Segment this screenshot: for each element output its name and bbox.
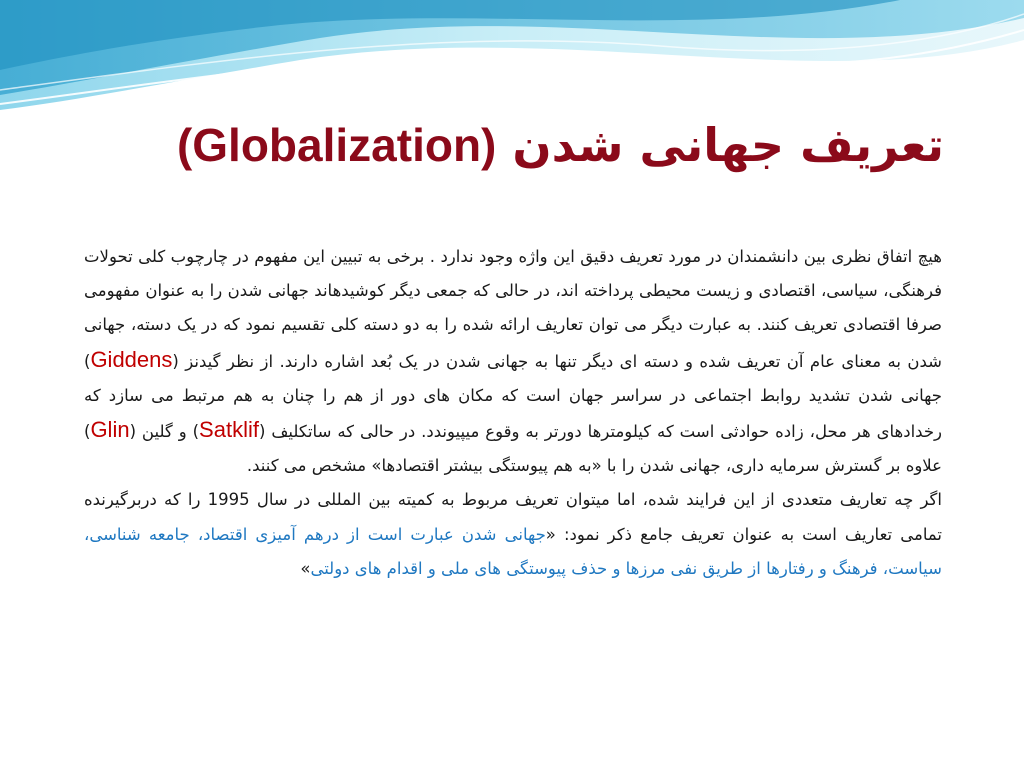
paragraph-2: [84, 483, 942, 586]
paragraph-1-text-b: ) جهانی شدن تشدید روابط اجتماعی در سراسر جهان است که مکان های دور از هم را چنان به هم مرتبط می سازد که رخدادهای هر محل، زاده حوادثی است که کیلومترها دورتر به وقوع میپیوندد. در حالی که ساتکلیف (: [84, 351, 942, 442]
satklif-term: Satklif: [199, 417, 259, 443]
header-wave-decoration: [0, 0, 1024, 120]
definition-quote: جهانی شدن عبارت است از درهم آمیزی اقتصاد، جامعه شناسی، سیاست، فرهنگ و رفتارها از طریق نفی مرزها و حذف پیوستگی های ملی و اقدام های دولتی: [84, 524, 942, 578]
slide-title-persian: تعریف جهانی شدن: [512, 118, 944, 172]
slide-body: [84, 240, 942, 586]
paragraph-2-text: اگر چه تعاریف متعددی از این فرایند شده، اما میتوان تعریف مربوط به کمیته بین المللی در سال 1995 را که دربرگیرنده تمامی تعاریف است به عنوان تعریف جامع ذکر نمود: «: [84, 490, 942, 544]
paragraph-1: [84, 240, 942, 483]
slide-title: [40, 118, 944, 172]
paragraph-1-text-c: ) و گلین (: [129, 422, 200, 442]
paragraph-2-end: »: [300, 558, 311, 578]
slide-title-english: (Globalization): [176, 119, 497, 171]
paragraph-1-text-a: هیچ اتفاق نظری بین دانشمندان در مورد تعریف دقیق این واژه وجود ندارد . برخی به تبیین این مفهوم در چارچوب کلی تحولات فرهنگی، سیاسی، اقتصادی و زیست محیطی پرداخته اند، در حالی که جمعی دیگر کوشیدهاند جهانی شدن را به عنوان مفهومی صرفا اقتصادی تعریف کنند. به عبارت دیگر می توان تعاریف ارائه شده را به دو دسته کلی تقسیم نمود که در یک دسته، جهانی شدن به معنای عام آن تعریف شده و دسته ای دیگر تنها به جهانی شدن در یک بُعد اشاره دارند. از نظر گیدنز (: [84, 247, 942, 371]
giddens-term: Giddens: [90, 346, 173, 372]
glin-term: Glin: [90, 417, 130, 443]
paragraph-1-text-d: ) علاوه بر گسترش سرمایه داری، جهانی شدن را با «به هم پیوستگی بیشتر اقتصادها» مشخص می کنند.: [84, 422, 942, 476]
